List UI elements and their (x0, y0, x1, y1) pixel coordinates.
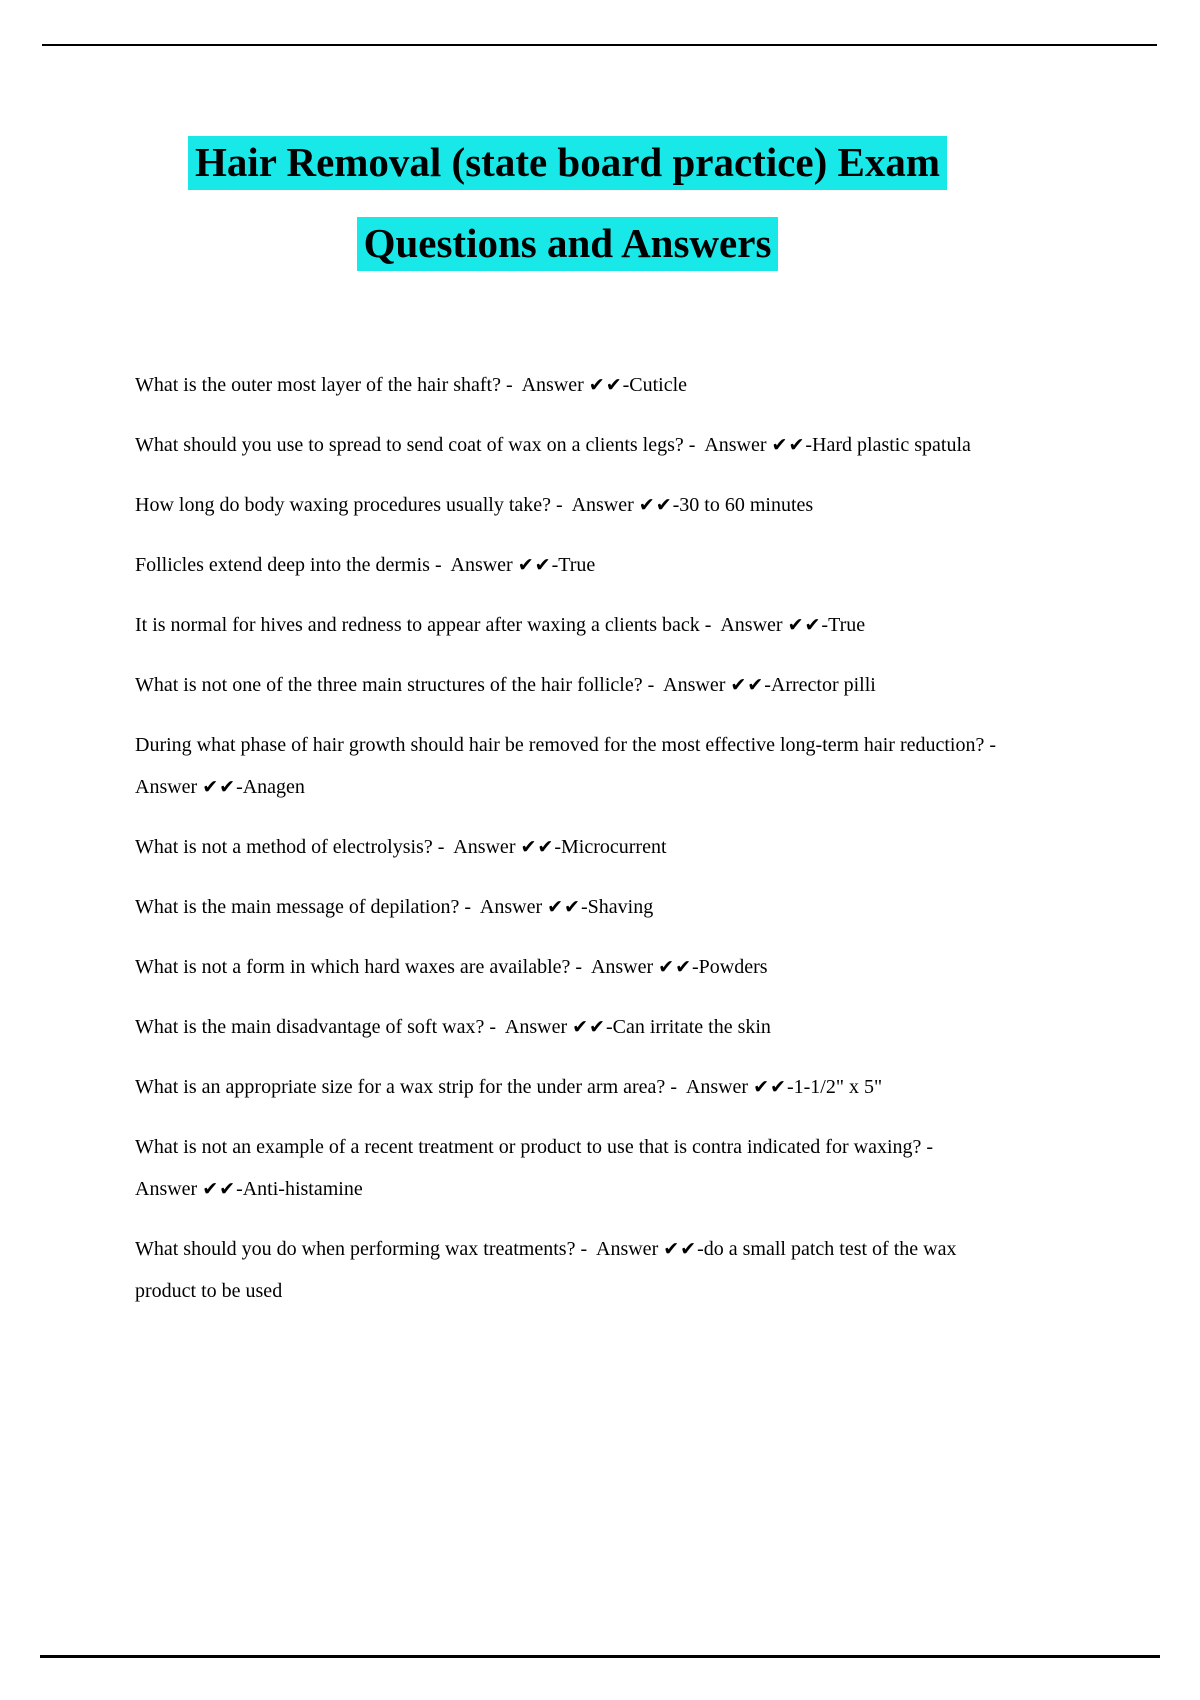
title-line-2: Questions and Answers (357, 217, 779, 271)
checkmark-icon: ✔✔ (202, 776, 237, 798)
question-text: During what phase of hair growth should hair be removed for the most effective long-term hair reduction? (135, 734, 985, 756)
title-line-2-wrap (135, 217, 1000, 271)
qa-list (135, 364, 1005, 1312)
qa-item (135, 484, 1000, 526)
answer-label: Answer (596, 1238, 664, 1260)
question-text: What is not one of the three main structures of the hair follicle? (135, 674, 643, 696)
question-text: What is the outer most layer of the hair shaft? (135, 374, 501, 396)
answer-label: Answer (479, 896, 548, 918)
checkmark-icon: ✔✔ (663, 1238, 698, 1260)
qa-item (135, 1126, 1000, 1210)
question-text: What is not a form in which hard waxes are available? (135, 956, 571, 978)
checkmark-icon: ✔✔ (730, 674, 765, 696)
title-line-1-wrap (135, 136, 1000, 190)
answer-label: Answer (685, 1076, 754, 1098)
answer-label: Answer (450, 554, 518, 576)
separator-text: - (459, 896, 480, 918)
separator-text: - (501, 374, 522, 396)
answer-text: -Can irritate the skin (605, 1016, 771, 1038)
answer-text: -Anti-histamine (236, 1178, 363, 1200)
answer-text: -1-1/2" x 5" (786, 1076, 883, 1098)
checkmark-icon: ✔✔ (588, 374, 623, 396)
qa-item (135, 724, 1005, 808)
answer-label: Answer (571, 494, 639, 516)
answer-text: -do a small patch test of the wax product to be used (135, 1238, 962, 1302)
qa-item (135, 826, 1000, 868)
checkmark-icon: ✔✔ (520, 836, 555, 858)
checkmark-icon: ✔✔ (547, 896, 581, 918)
separator-text: - (642, 674, 664, 696)
answer-text: -Powders (692, 956, 768, 978)
question-text: It is normal for hives and redness to appear after waxing a clients back (135, 614, 700, 636)
answer-text: -Arrector pilli (764, 674, 876, 696)
qa-item (135, 1228, 1000, 1312)
question-text: What should you use to spread to send coat of wax on a clients legs? (135, 434, 684, 456)
qa-item (135, 544, 1000, 586)
separator-text: - (429, 554, 451, 576)
document-content (135, 0, 1005, 1330)
qa-item (135, 946, 1000, 988)
qa-item (135, 604, 1000, 646)
answer-text: -Cuticle (622, 374, 688, 396)
checkmark-icon: ✔✔ (202, 1178, 237, 1200)
question-text: What is not a method of electrolysis? (135, 836, 433, 858)
checkmark-icon: ✔✔ (658, 956, 693, 978)
answer-label: Answer (663, 674, 731, 696)
answer-text: -Shaving (580, 896, 654, 918)
question-text: What is an appropriate size for a wax strip for the under arm area? (135, 1076, 666, 1098)
qa-item (135, 664, 1000, 706)
separator-text: - (984, 734, 1005, 756)
qa-item (135, 1066, 1000, 1108)
answer-text: -Anagen (236, 776, 305, 798)
title-line-1: Hair Removal (state board practice) Exam (188, 136, 947, 190)
checkmark-icon: ✔✔ (753, 1076, 787, 1098)
qa-item (135, 364, 1000, 406)
question-text: Follicles extend deep into the dermis (135, 554, 430, 576)
answer-text: -True (551, 554, 596, 576)
answer-label: Answer (453, 836, 521, 858)
document-title (135, 136, 1000, 271)
separator-text: - (699, 614, 721, 636)
answer-text: -True (821, 614, 866, 636)
checkmark-icon: ✔✔ (771, 434, 806, 456)
answer-label: Answer (135, 776, 203, 798)
qa-item (135, 886, 1000, 928)
answer-label: Answer (704, 434, 772, 456)
answer-label: Answer (521, 374, 589, 396)
bottom-rule (40, 1655, 1160, 1658)
answer-label: Answer (590, 956, 659, 978)
question-text: How long do body waxing procedures usually take? (135, 494, 552, 516)
question-text: What is the main message of depilation? (135, 896, 460, 918)
qa-item (135, 1006, 1000, 1048)
answer-label: Answer (720, 614, 788, 636)
separator-text: - (551, 494, 572, 516)
separator-text: - (683, 434, 705, 456)
checkmark-icon: ✔✔ (638, 494, 673, 516)
question-text: What is the main disadvantage of soft wax? (135, 1016, 485, 1038)
answer-text: -30 to 60 minutes (672, 494, 814, 516)
separator-text: - (921, 1136, 942, 1158)
checkmark-icon: ✔✔ (572, 1016, 606, 1038)
checkmark-icon: ✔✔ (787, 614, 822, 636)
question-text: What should you do when performing wax treatments? (135, 1238, 576, 1260)
answer-text: -Microcurrent (554, 836, 667, 858)
separator-text: - (665, 1076, 686, 1098)
answer-label: Answer (504, 1016, 573, 1038)
separator-text: - (432, 836, 454, 858)
separator-text: - (484, 1016, 505, 1038)
checkmark-icon: ✔✔ (517, 554, 552, 576)
separator-text: - (575, 1238, 597, 1260)
answer-label: Answer (135, 1178, 203, 1200)
qa-item (135, 424, 1000, 466)
answer-text: -Hard plastic spatula (805, 434, 971, 456)
question-text: What is not an example of a recent treatment or product to use that is contra indicated for waxing? (135, 1136, 922, 1158)
separator-text: - (570, 956, 591, 978)
